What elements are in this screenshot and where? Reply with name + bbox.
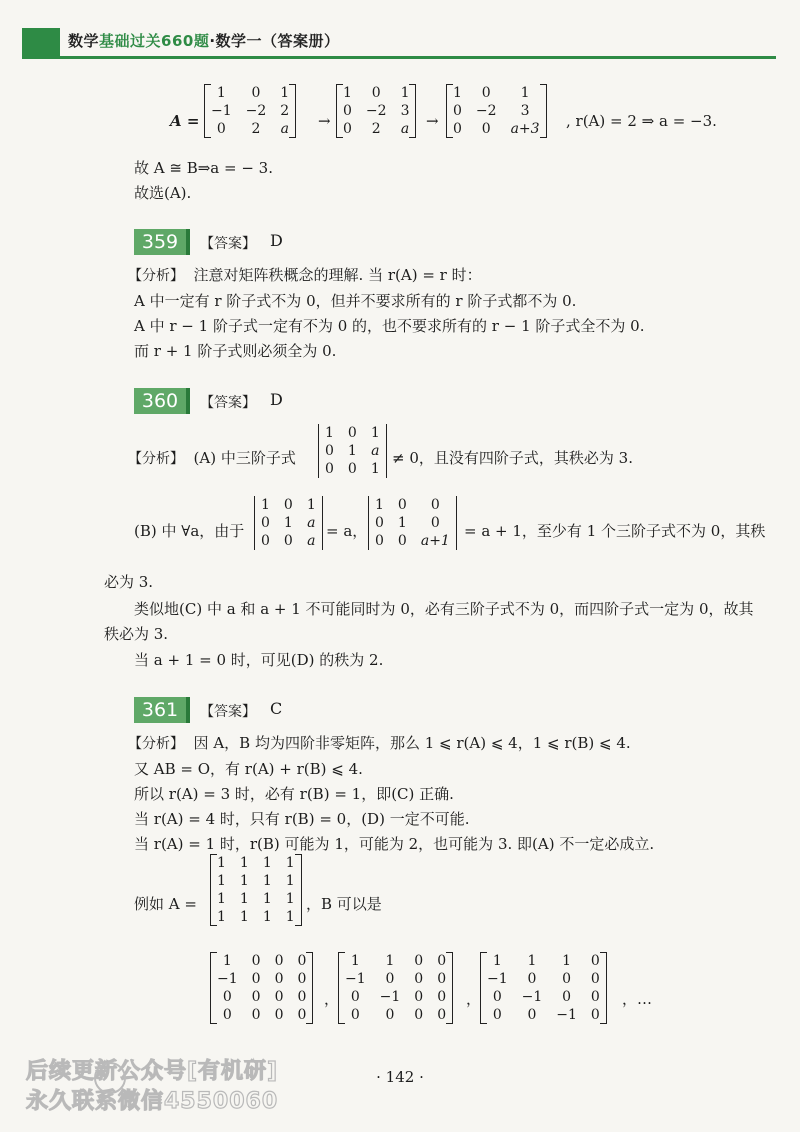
analysis-360-a-prefix: 【分析】 (A) 中三阶子式 [128,449,296,467]
matrix-b2 [338,952,453,1024]
matrix-bracket-right [600,952,607,1024]
matrix-cell: 0 [397,533,407,549]
rank-text: , r(A) = 2 ⇒ a = −3. [566,112,717,130]
matrix-cell: 0 [216,121,226,137]
matrix-m2 [336,84,416,138]
example-suffix: ，B 可以是 [306,895,382,913]
matrix-cell: 3 [400,103,410,119]
matrix-cell: 0 [590,1007,600,1023]
matrix-cell: 1 [453,85,462,101]
matrix-bracket-left [210,854,217,926]
matrix-cell: 1 [222,953,232,969]
matrix-cell: 0 [261,515,270,531]
matrix-cell: 0 [251,989,261,1005]
matrix-cell: 0 [347,425,357,441]
determinant-bar-right [386,424,387,478]
matrix-cell: 0 [437,953,447,969]
b-ellipsis: ，… [622,990,653,1008]
matrix-cell: a [280,121,289,137]
matrix-cell: 2 [280,103,290,119]
matrix-bracket-left [204,84,211,138]
matrix-cell: 0 [562,971,572,987]
matrix-cell: 1 [262,891,272,907]
matrix-cell: a [307,515,316,531]
matrix-cell: 0 [562,989,572,1005]
matrix-cell: 1 [261,497,270,513]
answer-361: C [270,699,283,718]
analysis-361-line-2: 所以 r(A) = 3 时，必有 r(B) = 1，即(C) 正确. [134,785,454,803]
matrix-cell: 0 [437,971,447,987]
matrix-cell: 1 [285,873,295,889]
header-tab [22,28,60,56]
answer-tag-361: 【答案】 [200,704,256,720]
matrix-cell: 1 [262,855,272,871]
matrix-cell: 1 [262,873,272,889]
analysis-359-line-0: 【分析】 注意对矩阵秩概念的理解. 当 r(A) = r 时： [128,266,482,284]
analysis-361-line-0: 【分析】 因 A，B 均为四阶非零矩阵，那么 1 ⩽ r(A) ⩽ 4，1 ⩽ r(B) ⩽ 4. [128,734,631,752]
matrix-cell: 1 [217,909,226,925]
matrix-bracket-left [446,84,453,138]
analysis-359-line-2: A 中 r − 1 阶子式一定有不为 0 的，也不要求所有的 r − 1 阶子式全不为 0. [134,317,645,335]
matrix-cell: 0 [222,989,232,1005]
matrix-cell: 1 [306,497,316,513]
matrix-cell: 1 [285,855,295,871]
matrix-cell: 1 [527,953,537,969]
matrix-cell: 0 [590,953,600,969]
arrow-1: → [318,112,331,130]
matrix-cell: 0 [590,989,600,1005]
analysis-361-line-4: 当 r(A) = 1 时，r(B) 可能为 1，可能为 2，也可能为 3. 即(A) 不一定必成立. [134,835,655,853]
matrix-cell: −1 [211,103,232,119]
matrix-cell: 0 [414,1007,424,1023]
matrix-cell: −1 [217,971,238,987]
matrix-cell: 0 [251,1007,261,1023]
matrix-cell: 0 [481,121,491,137]
determinant-bar-left [318,424,319,478]
matrix-bracket-right [295,854,302,926]
question-number-360: 360 [134,388,190,414]
answer-360: D [270,390,283,409]
matrix-cell: 1 [283,515,293,531]
matrix-cell: 1 [370,461,380,477]
matrix-cell: −1 [556,1007,577,1023]
matrix-cell: 0 [283,533,293,549]
matrix-cell: 1 [350,953,360,969]
matrix-cell: 0 [527,1007,537,1023]
matrix-cell: 0 [251,953,261,969]
matrix-cell: 0 [325,461,334,477]
matrix-cell: 0 [430,497,440,513]
matrix-cell: 0 [325,443,334,459]
matrix-cell: 1 [347,443,357,459]
matrix-cell: a [400,121,410,137]
matrix-cell: −1 [345,971,366,987]
determinant-bar-right [322,496,323,550]
matrix-cell: 0 [397,497,407,513]
choice-line: 故选(A). [134,184,192,202]
matrix-cell: 0 [274,1007,284,1023]
analysis-360-d-line: 当 a + 1 = 0 时，可见(D) 的秩为 2. [134,651,384,669]
matrix-bracket-right [540,84,547,138]
matrix-cell: 0 [375,515,384,531]
running-header [22,26,776,59]
question-number-361: 361 [134,697,190,723]
matrix-b3 [480,952,607,1024]
matrix-cell: 0 [261,533,270,549]
analysis-360-c-line1: 类似地(C) 中 a 和 a + 1 不可能同时为 0，必有三阶子式不为 0，而四阶子式一定为 0，故其 [134,600,754,618]
matrix-cell: 1 [217,891,226,907]
matrix-cell: 0 [297,971,307,987]
matrix-cell: 0 [274,989,284,1005]
matrix-cell: 1 [400,85,410,101]
matrix-cell: 1 [492,953,502,969]
matrix-cell: 0 [222,1007,232,1023]
example-prefix: 例如 A = [134,895,197,913]
determinant-bar-left [254,496,255,550]
conclusion-line: 故 A ≅ B⇒a = − 3. [134,159,273,177]
matrix-cell: 1 [285,909,295,925]
matrix-cell: 1 [217,873,226,889]
matrix-cell: 0 [350,1007,360,1023]
matrix-cell: 0 [385,1007,395,1023]
matrix-cell: −2 [475,103,497,119]
answer-tag-360: 【答案】 [200,395,256,411]
matrix-cell: 0 [414,971,424,987]
matrix-cell: 0 [297,1007,307,1023]
matrix-cell: 0 [437,1007,447,1023]
matrix-cell: 1 [375,497,384,513]
matrix-cell: 0 [481,85,491,101]
matrix-m3 [446,84,547,138]
matrix-cell: 1 [239,891,249,907]
matrix-cell: 0 [414,989,424,1005]
watermark-line-2: 永久联系微信4550060 [26,1089,279,1114]
analysis-360-b-prefix: (B) 中 ∀a，由于 [134,522,245,540]
matrix-cell: 0 [414,953,424,969]
matrix-cell: 0 [251,971,261,987]
analysis-361-line-1: 又 AB = O，有 r(A) + r(B) ⩽ 4. [134,760,363,778]
matrix-cell: 2 [251,121,261,137]
matrix-example-a [210,854,302,926]
answer-tag-359: 【答案】 [200,236,256,252]
matrix-cell: 1 [397,515,407,531]
matrix-cell: 1 [520,85,530,101]
determinant-bar-right [456,496,457,550]
matrix-cell: 0 [347,461,357,477]
matrix-cell: 0 [350,989,360,1005]
matrix-cell: 0 [590,971,600,987]
analysis-360-c-line2: 秩必为 3. [104,625,169,643]
matrix-cell: 0 [492,989,502,1005]
answer-359: D [270,231,283,250]
matrix-cell: 1 [280,85,290,101]
matrix-cell: 0 [343,103,352,119]
matrix-cell: 1 [285,891,295,907]
matrix-cell: −1 [487,971,508,987]
matrix-cell: 0 [371,85,381,101]
b-separator-1: ， [324,990,340,1008]
analysis-359-line-1: A 中一定有 r 阶子式不为 0，但并不要求所有的 r 阶子式都不为 0. [134,292,577,310]
determinant-b1 [254,496,323,550]
matrix-cell: 2 [371,121,381,137]
matrix-cell: 1 [239,873,249,889]
page-number: · 142 · [376,1068,424,1086]
matrix-cell: 0 [251,85,261,101]
analysis-360-b-cont: 必为 3. [104,573,154,591]
matrix-cell: 1 [262,909,272,925]
matrix-bracket-left [336,84,343,138]
matrix-cell: 0 [453,121,462,137]
arrow-2: → [426,112,439,130]
matrix-cell: 1 [239,855,249,871]
watermark-line-1: 后续更新公众号[有机研] [26,1059,279,1084]
determinant-bar-left [368,496,369,550]
matrix-cell: 0 [527,971,537,987]
matrix-cell: 1 [325,425,334,441]
matrix-m1 [204,84,296,138]
analysis-359-line-3: 而 r + 1 阶子式则必须全为 0. [134,342,337,360]
matrix-cell: 0 [385,971,395,987]
matrix-bracket-left [338,952,345,1024]
matrix-cell: 0 [453,103,462,119]
analysis-361-line-3: 当 r(A) = 4 时，只有 r(B) = 0，(D) 一定不可能. [134,810,470,828]
matrix-cell: 0 [283,497,293,513]
matrix-cell: 0 [492,1007,502,1023]
matrix-cell: 0 [375,533,384,549]
matrix-cell: a+3 [510,121,540,137]
matrix-cell: 0 [343,121,352,137]
analysis-360-b-mid: = a， [326,522,368,540]
matrix-cell: −2 [365,103,387,119]
matrix-b1 [210,952,313,1024]
b-separator-2: ， [466,990,482,1008]
matrix-cell: a [371,443,380,459]
matrix-cell: −1 [379,989,401,1005]
matrix-bracket-right [289,84,296,138]
matrix-cell: 1 [385,953,395,969]
matrix-cell: 1 [370,425,380,441]
matrix-bracket-right [306,952,313,1024]
matrix-cell: 0 [437,989,447,1005]
matrix-bracket-right [446,952,453,1024]
header-title: 数学基础过关660题·数学一（答案册） [68,32,340,50]
matrix-cell: 0 [297,953,307,969]
matrix-cell: −2 [245,103,267,119]
analysis-360-b-suffix: = a + 1，至少有 1 个三阶子式不为 0，其秩 [464,522,766,540]
matrix-cell: 1 [217,855,226,871]
matrix-bracket-left [210,952,217,1024]
matrix-bracket-right [409,84,416,138]
matrix-cell: 0 [274,953,284,969]
determinant-b2 [368,496,457,550]
matrix-cell: 1 [239,909,249,925]
matrix-cell: 1 [562,953,572,969]
matrix-cell: a [307,533,316,549]
matrix-cell: 1 [216,85,226,101]
matrix-cell: 3 [520,103,530,119]
smiley-icon [94,1062,126,1094]
question-number-359: 359 [134,229,190,255]
matrix-cell: a+1 [420,533,450,549]
matrix-cell: −1 [521,989,543,1005]
matrix-cell: 1 [343,85,352,101]
matrix-cell: 0 [430,515,440,531]
determinant-a [318,424,387,478]
matrix-bracket-left [480,952,487,1024]
matrix-cell: 0 [274,971,284,987]
eq-label: A = [170,112,200,130]
analysis-360-a-suffix: ≠ 0，且没有四阶子式，其秩必为 3. [392,449,633,467]
matrix-cell: 0 [297,989,307,1005]
